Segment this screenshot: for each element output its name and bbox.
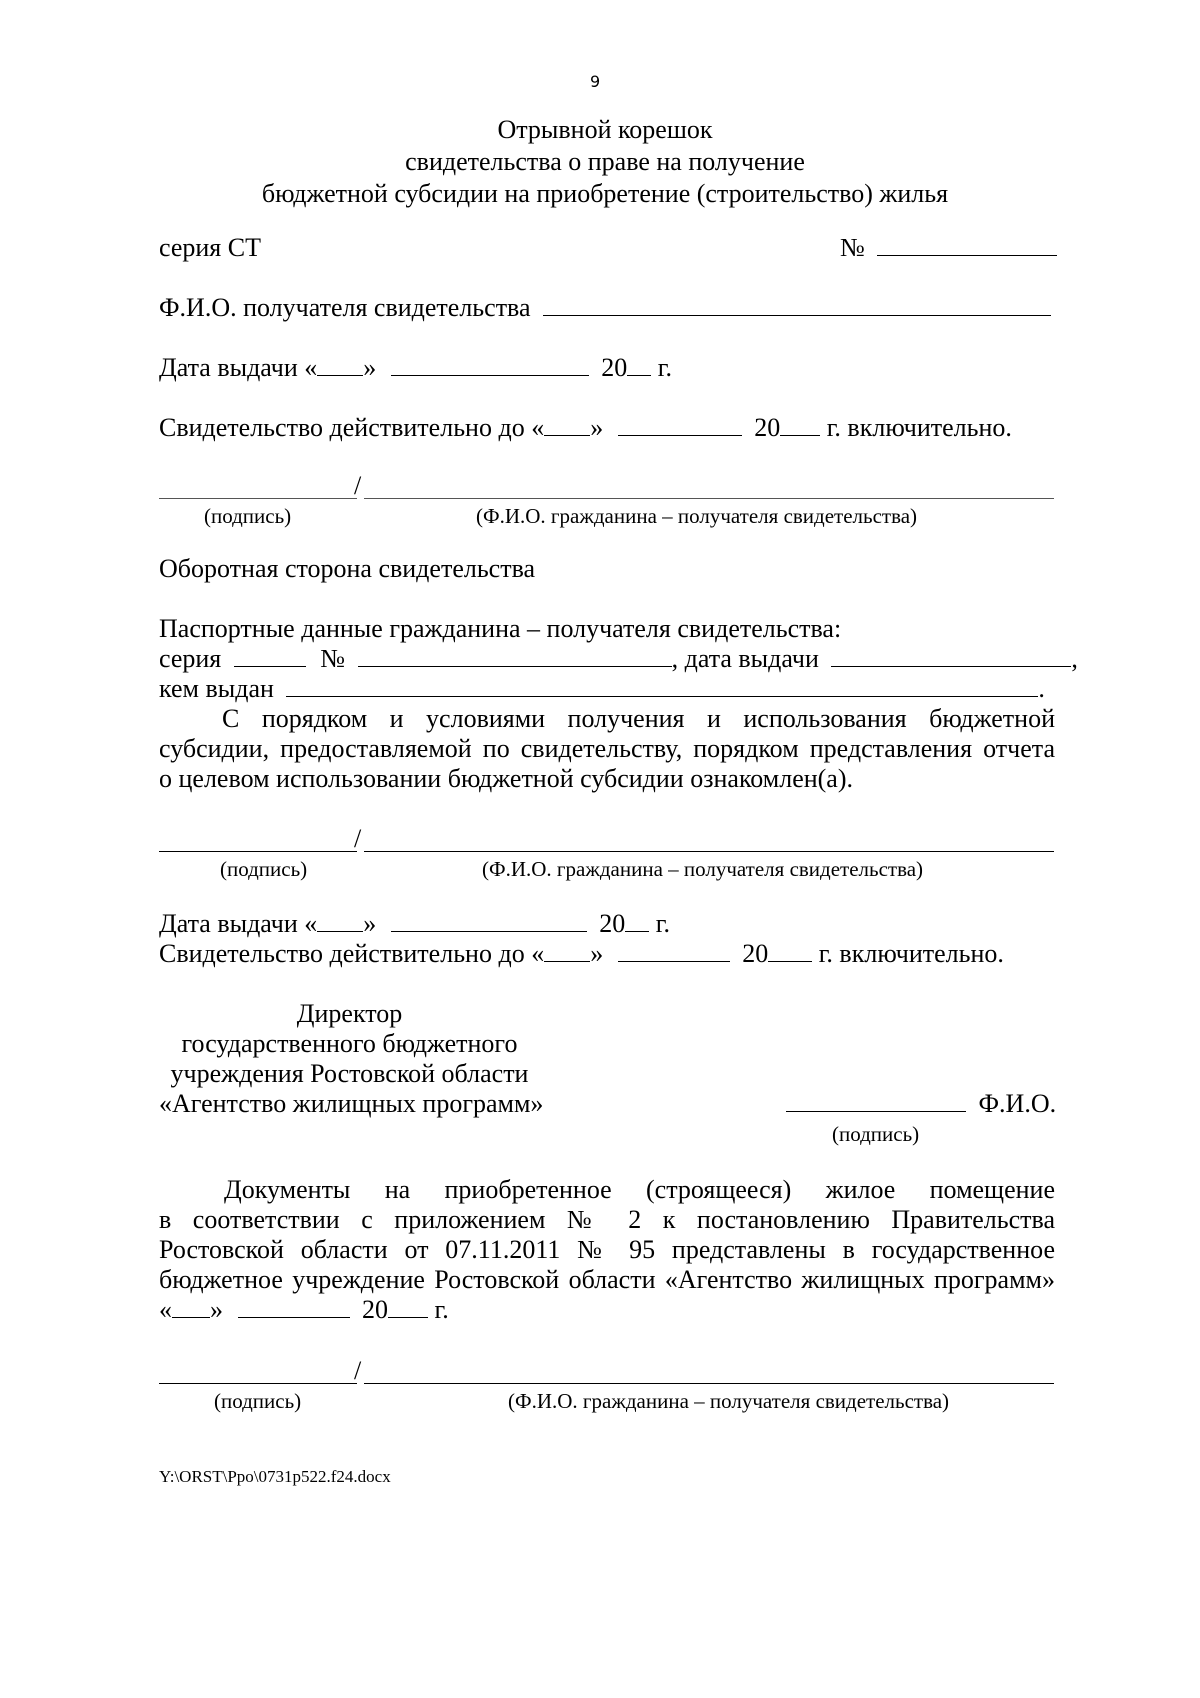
passport-series-word: серия <box>159 644 222 673</box>
stub-issue-year-field[interactable] <box>627 353 651 376</box>
documents-month-field[interactable] <box>238 1295 350 1318</box>
documents-signature-caption: (подпись) <box>214 1389 302 1413</box>
documents-year-field[interactable] <box>388 1295 428 1318</box>
documents-date-row <box>159 1294 449 1326</box>
reverse-issue-year-suffix: г. <box>649 909 671 938</box>
reverse-valid-year-suffix: г. включительно. <box>812 939 1004 968</box>
reverse-name-caption: (Ф.И.О. гражданина – получателя свидетельства) <box>482 857 924 881</box>
stub-number-sign: № <box>840 233 865 262</box>
stub-valid-label: Свидетельство действительно до « <box>159 413 545 442</box>
stub-issue-date-row <box>159 352 672 384</box>
footer-file-path: Y:\ORST\Ppo\0731p522.f24.docx <box>159 1467 391 1486</box>
documents-date-close: » <box>210 1295 223 1324</box>
reverse-issue-date-label: Дата выдачи « <box>159 909 318 938</box>
stub-signature-field[interactable] <box>159 498 357 499</box>
reverse-signature-field[interactable] <box>159 851 357 852</box>
passport-period: . <box>1038 674 1045 703</box>
stub-name-field[interactable] <box>364 498 1054 499</box>
documents-signature-field[interactable] <box>159 1383 357 1384</box>
stub-issue-month-field[interactable] <box>391 353 589 376</box>
acknowledgement-line-1: С порядком и условиями получения и использования бюджетной <box>222 704 1055 733</box>
director-line-4: «Агентство жилищных программ» <box>159 1089 544 1118</box>
reverse-signature-slash: / <box>354 824 362 853</box>
stub-recipient-row <box>159 292 1051 324</box>
passport-number-field[interactable] <box>358 644 672 667</box>
title-line-1: Отрывной корешок <box>497 115 713 144</box>
director-fio: Ф.И.О. <box>978 1089 1057 1118</box>
director-signature-row <box>786 1088 1056 1120</box>
passport-issue-date-label: , дата выдачи <box>671 644 819 673</box>
stub-series-label: серия СТ <box>159 233 261 262</box>
acknowledgement-line-2: субсидии, предоставляемой по свидетельству, порядком представления отчета <box>159 734 1055 763</box>
reverse-valid-day-field[interactable] <box>544 939 590 962</box>
stub-signature-slash: / <box>354 471 362 500</box>
director-signature-field[interactable] <box>786 1089 966 1112</box>
reverse-issue-month-field[interactable] <box>391 909 587 932</box>
documents-name-field[interactable] <box>364 1383 1054 1384</box>
passport-issued-by-label: кем выдан <box>159 674 274 703</box>
reverse-valid-until-row <box>159 938 1004 970</box>
stub-name-caption: (Ф.И.О. гражданина – получателя свидетельства) <box>476 504 918 528</box>
documents-year-prefix: 20 <box>362 1295 388 1324</box>
stub-signature-caption: (подпись) <box>204 504 292 528</box>
stub-issue-year-prefix: 20 <box>601 353 628 382</box>
stub-issue-year-suffix: г. <box>651 353 673 382</box>
page-number: 9 <box>590 72 601 91</box>
passport-label: Паспортные данные гражданина – получателя свидетельства: <box>159 614 842 643</box>
stub-valid-year-prefix: 20 <box>754 413 781 442</box>
documents-line-4: бюджетное учреждение Ростовской области «Агентство жилищных программ» <box>159 1265 1055 1294</box>
title-line-3: бюджетной субсидии на приобретение (строительство) жилья <box>261 179 949 208</box>
stub-valid-day-field[interactable] <box>544 413 590 436</box>
reverse-issue-year-prefix: 20 <box>599 909 626 938</box>
passport-issued-by-field[interactable] <box>286 674 1038 697</box>
stub-valid-year-suffix: г. включительно. <box>820 413 1012 442</box>
passport-issue-date-field[interactable] <box>831 644 1071 667</box>
passport-series-field[interactable] <box>234 644 306 667</box>
reverse-valid-year-prefix: 20 <box>742 939 769 968</box>
documents-date-open: « <box>159 1295 172 1324</box>
documents-year-suffix: г. <box>428 1295 449 1324</box>
acknowledgement-line-3: о целевом использовании бюджетной субсидии ознакомлен(а). <box>159 764 854 793</box>
director-signature-caption: (подпись) <box>832 1122 920 1146</box>
documents-line-1: Документы на приобретенное (строящееся) жилое помещение <box>224 1175 1055 1204</box>
passport-comma: , <box>1071 644 1078 673</box>
stub-valid-close-quote: » <box>590 413 604 442</box>
reverse-name-field[interactable] <box>364 851 1054 852</box>
director-line-2: государственного бюджетного <box>181 1029 518 1058</box>
stub-valid-month-field[interactable] <box>618 413 742 436</box>
reverse-issue-date-row <box>159 908 670 940</box>
title-line-2: свидетельства о праве на получение <box>405 147 805 176</box>
documents-line-3: Ростовской области от 07.11.2011 № 95 представлены в государственное <box>159 1235 1055 1264</box>
passport-issued-by-row <box>159 673 1045 705</box>
stub-valid-until-row <box>159 412 1012 444</box>
stub-number-field[interactable] <box>877 233 1057 256</box>
passport-number-sign: № <box>320 644 346 673</box>
reverse-valid-month-field[interactable] <box>618 939 730 962</box>
documents-day-field[interactable] <box>172 1295 210 1318</box>
reverse-signature-caption: (подпись) <box>220 857 308 881</box>
stub-number-row <box>840 232 1057 264</box>
stub-issue-day-field[interactable] <box>317 353 363 376</box>
reverse-issue-day-field[interactable] <box>317 909 363 932</box>
documents-name-caption: (Ф.И.О. гражданина – получателя свидетельства) <box>508 1389 950 1413</box>
stub-issue-date-label: Дата выдачи « <box>159 353 318 382</box>
reverse-valid-year-field[interactable] <box>768 939 812 962</box>
documents-signature-slash: / <box>354 1356 362 1385</box>
reverse-heading: Оборотная сторона свидетельства <box>159 554 536 583</box>
stub-recipient-label: Ф.И.О. получателя свидетельства <box>159 293 531 322</box>
stub-issue-close-quote: » <box>363 353 377 382</box>
reverse-issue-close-quote: » <box>363 909 377 938</box>
documents-line-2: в соответствии с приложением № 2 к постановлению Правительства <box>159 1205 1055 1234</box>
stub-recipient-field[interactable] <box>543 293 1051 316</box>
passport-series-row <box>159 643 1078 675</box>
reverse-issue-year-field[interactable] <box>625 909 649 932</box>
reverse-valid-close-quote: » <box>590 939 604 968</box>
reverse-valid-label: Свидетельство действительно до « <box>159 939 545 968</box>
stub-valid-year-field[interactable] <box>780 413 820 436</box>
director-line-3: учреждения Ростовской области <box>170 1059 529 1088</box>
director-line-1: Директор <box>296 999 403 1028</box>
